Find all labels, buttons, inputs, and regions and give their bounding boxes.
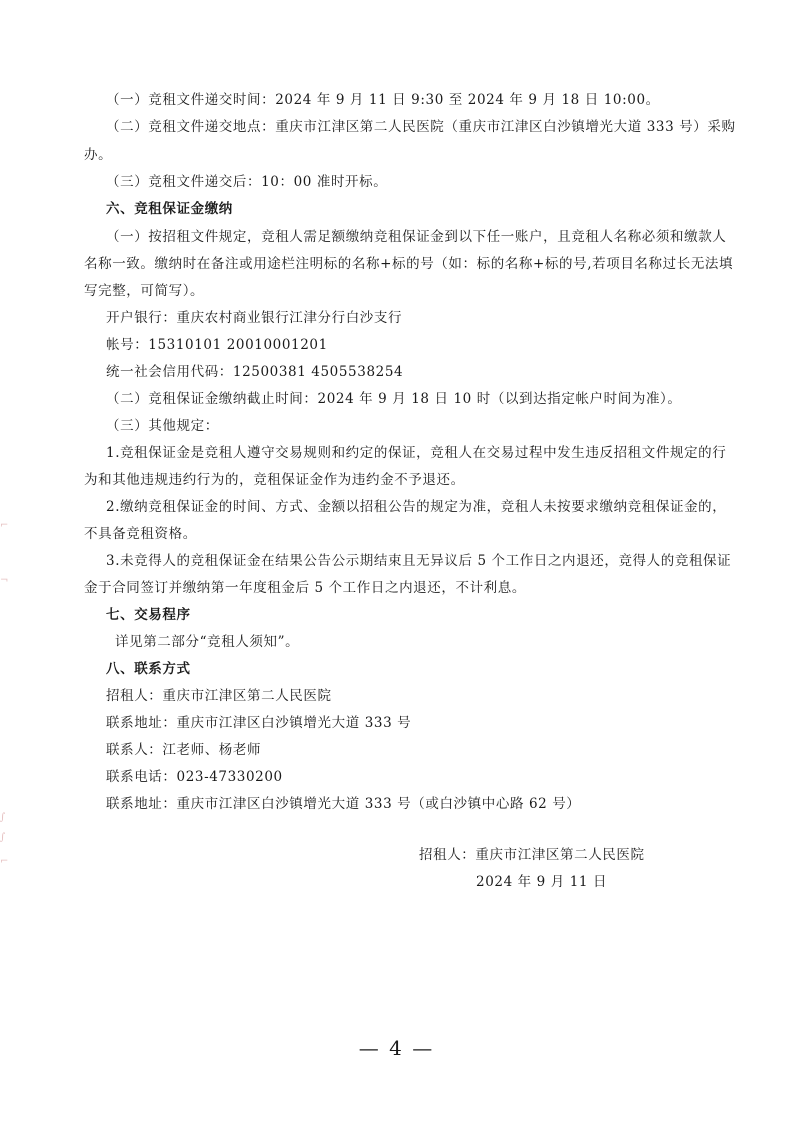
rule-3-line-1: 3.未竞得人的竞租保证金在结果公告公示期结束且无异议后 5 个工作日之内退还，竞得人的竞租保证: [106, 553, 732, 569]
rule-1-line-1: 1.竞租保证金是竞租人遵守交易规则和约定的保证，竞租人在交易过程中发生违反招租文件规定的行: [106, 445, 727, 461]
section-heading-deposit: 六、竞租保证金缴纳: [106, 201, 233, 217]
deadline-time-line: （一）竞租文件递交时间：2024 年 9 月 11 日 9:30 至 2024 年 9 月 18 日 10:00。: [106, 92, 660, 108]
signature-issuer: 招租人：重庆市江津区第二人民医院: [419, 847, 645, 863]
procedure-line: 详见第二部分“竞租人须知”。: [115, 634, 300, 650]
contact-phone-line: 联系电话：023-47330200: [106, 769, 283, 785]
contact-address-line-2: 联系地址：重庆市江津区白沙镇增光大道 333 号（或白沙镇中心路 62 号）: [106, 796, 581, 812]
deposit-rule-line-3: 写完整，可简写）。: [84, 283, 205, 299]
seal-edge-mark: ∫: [0, 812, 6, 823]
seal-edge-mark: ∫: [0, 832, 6, 843]
bank-name-line: 开户银行：重庆农村商业银行江津分行白沙支行: [106, 310, 403, 326]
deposit-rule-line-1: （一）按招租文件规定，竞租人需足额缴纳竞租保证金到以下任一账户，且竞租人名称必须和缴款人: [106, 229, 727, 245]
opening-time-line: （三）竞租文件递交后：10：00 准时开标。: [106, 174, 388, 190]
submission-location-line: （二）竞租文件递交地点：重庆市江津区第二人民医院（重庆市江津区白沙镇增光大道 333 号）采购: [106, 119, 736, 135]
seal-edge-mark: ¬: [0, 575, 9, 586]
deposit-deadline-line: （二）竞租保证金缴纳截止时间：2024 年 9 月 18 日 10 时（以到达指定帐户时间为准）。: [106, 391, 682, 407]
rule-1-line-2: 为和其他违规违约行为的，竞租保证金作为违约金不予退还。: [84, 472, 465, 488]
page-number: — 4 —: [358, 1036, 435, 1060]
account-number-line: 帐号：15310101 20010001201: [106, 337, 328, 353]
rule-2-line-1: 2.缴纳竞租保证金的时间、方式、金额以招租公告的规定为准，竞租人未按要求缴纳竞租保证金的，: [106, 499, 727, 515]
credit-code-line: 统一社会信用代码：12500381 4505538254: [106, 364, 404, 380]
deposit-rule-line-2: 名称一致。缴纳时在备注或用途栏注明标的名称+标的号（如：标的名称+标的号,若项目名称过长无法填: [84, 256, 734, 272]
contact-address-line: 联系地址：重庆市江津区白沙镇增光大道 333 号: [106, 715, 412, 731]
contact-person-line: 联系人：江老师、杨老师: [106, 742, 262, 758]
seal-edge-mark: ⌐: [0, 856, 9, 867]
section-heading-contact: 八、联系方式: [106, 661, 191, 677]
rule-2-line-2: 不具备竞租资格。: [84, 526, 197, 542]
signature-date: 2024 年 9 月 11 日: [476, 874, 608, 890]
section-heading-procedure: 七、交易程序: [106, 607, 191, 623]
submission-location-line-cont: 办。: [84, 147, 113, 163]
seal-edge-mark: ⌐: [0, 520, 9, 531]
rule-3-line-2: 金于合同签订并缴纳第一年度租金后 5 个工作日之内退还，不计利息。: [84, 580, 526, 596]
lessor-line: 招租人：重庆市江津区第二人民医院: [106, 688, 332, 704]
other-rules-heading: （三）其他规定：: [106, 418, 219, 434]
